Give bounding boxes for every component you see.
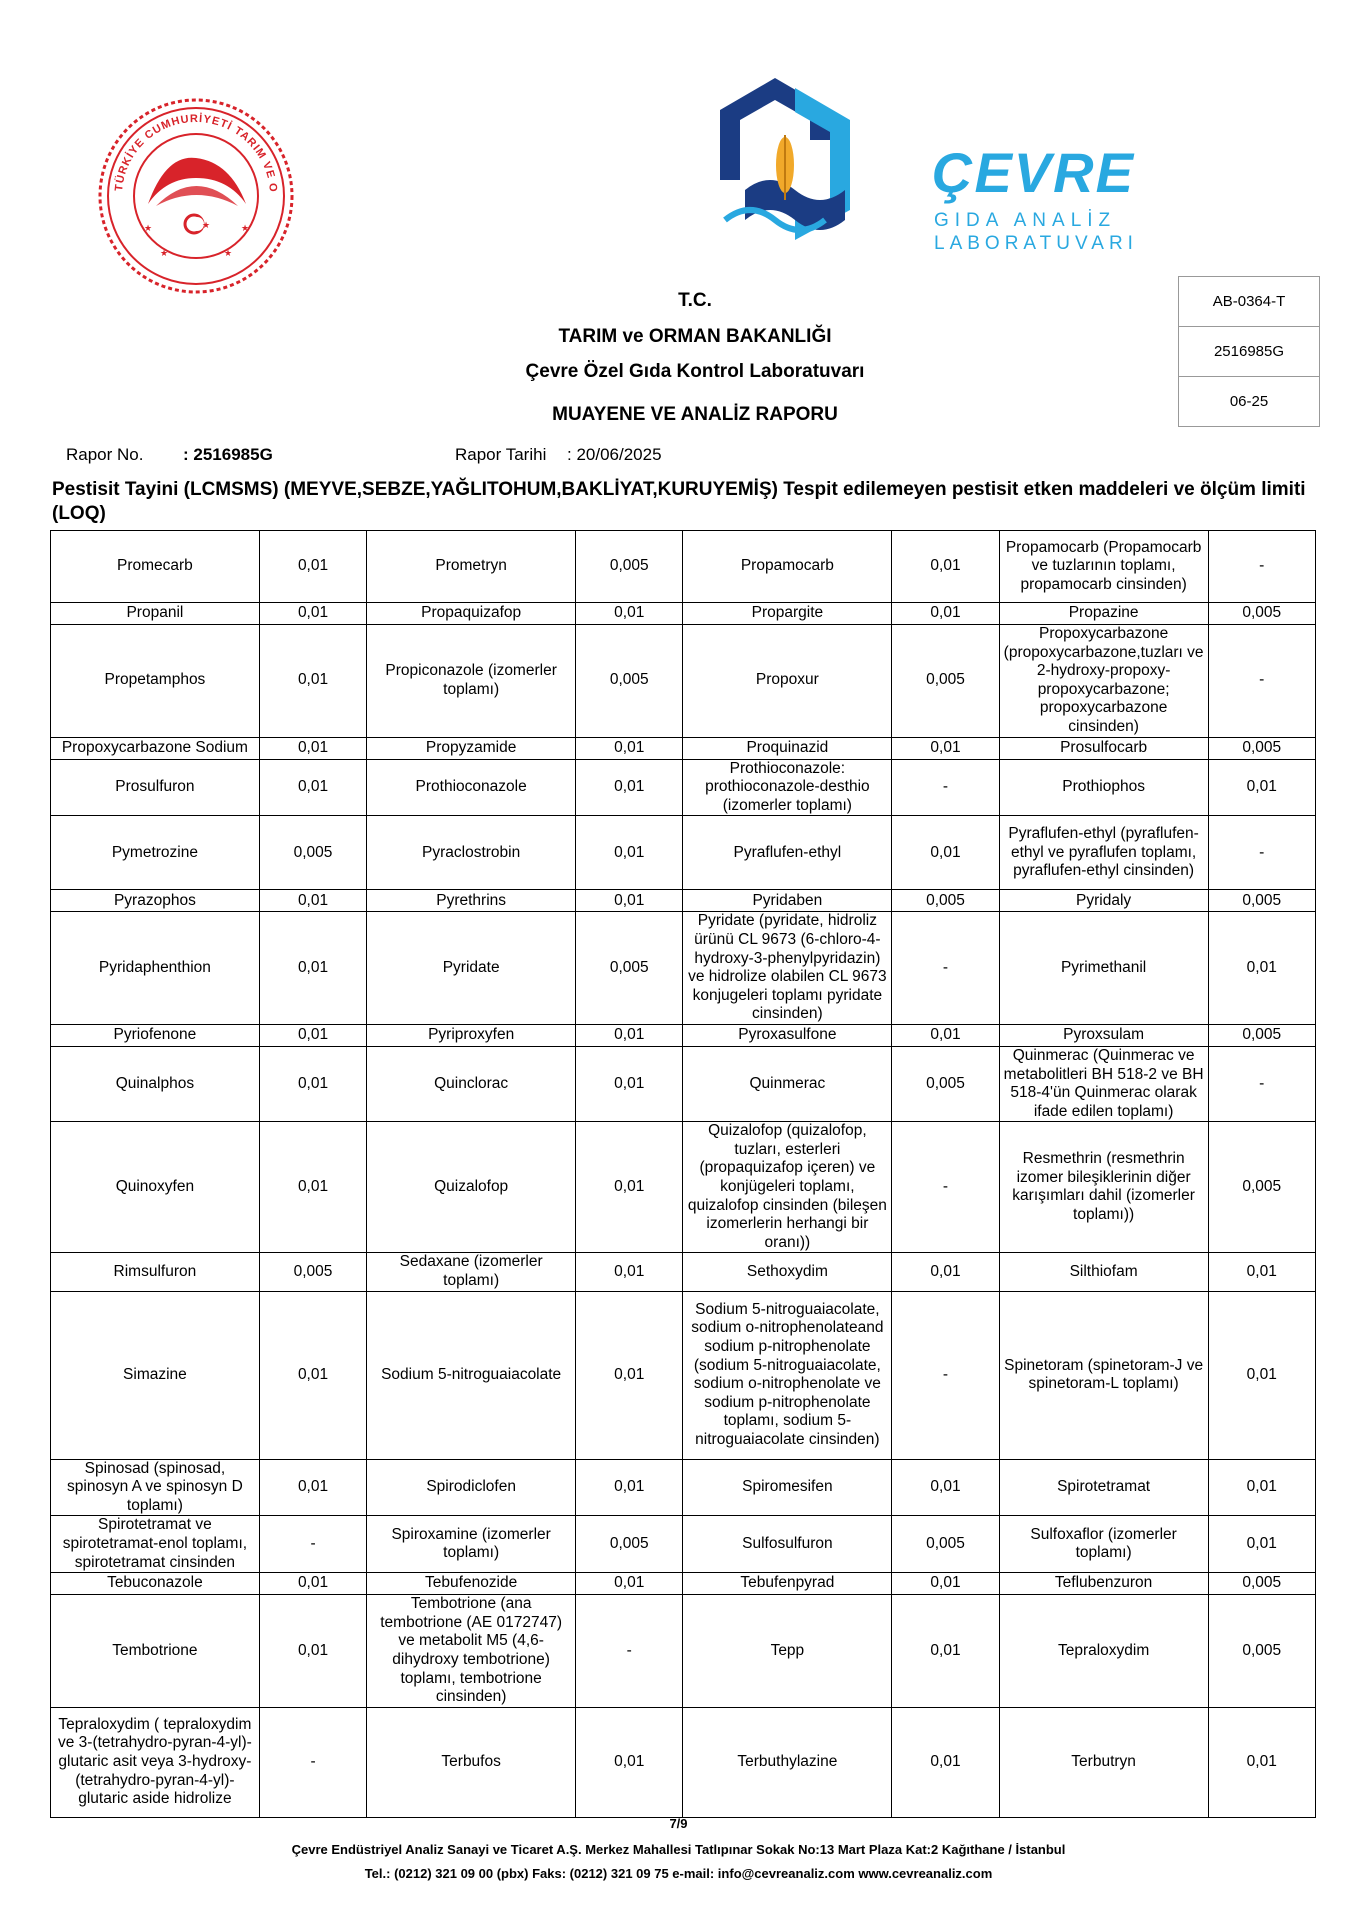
compound-name: Prothioconazole: prothioconazole-desthio (izomerler toplamı): [683, 759, 892, 816]
table-row: [51, 1516, 1316, 1573]
compound-name: Terbuthylazine: [683, 1707, 892, 1817]
loq-value: 0,01: [1208, 1291, 1315, 1459]
compound-name: Pyriofenone: [51, 1024, 260, 1046]
loq-value: 0,005: [1208, 1573, 1315, 1595]
loq-value: 0,01: [576, 816, 683, 890]
loq-value: -: [1208, 531, 1315, 603]
loq-value: 0,005: [1208, 890, 1315, 912]
compound-name: Prosulfuron: [51, 759, 260, 816]
svg-text:★: ★: [160, 248, 169, 258]
compound-name: Prosulfocarb: [999, 737, 1208, 759]
doc-report-no: 2516985G: [1179, 327, 1320, 377]
loq-value: -: [892, 759, 999, 816]
loq-value: 0,005: [892, 1516, 999, 1573]
pesticide-table: [50, 530, 1316, 1818]
report-date-label: Rapor Tarihi: [455, 445, 547, 464]
table-row: [51, 737, 1316, 759]
loq-value: 0,01: [576, 1291, 683, 1459]
loq-value: 0,005: [576, 531, 683, 603]
footer-contact: Tel.: (0212) 321 09 00 (pbx) Faks: (0212) 321 09 75 e-mail: info@cevreanaliz.com www.cevreanaliz.com: [364, 1866, 993, 1881]
loq-value: 0,005: [892, 1046, 999, 1121]
section-title: Pestisit Tayini (LCMSMS) (MEYVE,SEBZE,YAĞLITOHUM,BAKLİYAT,KURUYEMİŞ) Tespit edilemeyen pestisit etken maddeleri ve ölçüm limiti (LOQ): [52, 479, 1306, 524]
logo-line1: GIDA ANALİZ: [934, 210, 1117, 231]
compound-name: Propiconazole (izomerler toplamı): [367, 625, 576, 738]
compound-name: Propoxycarbazone (propoxycarbazone,tuzları ve 2-hydroxy-propoxy-propoxycarbazone; propoxycarbazone cinsinden): [999, 625, 1208, 738]
logo-brand: ÇEVRE: [932, 141, 1135, 204]
report-date-value: : 20/06/2025: [567, 445, 662, 464]
header-tc: T.C.: [678, 290, 712, 311]
table-row: [51, 890, 1316, 912]
compound-name: Terbutryn: [999, 1707, 1208, 1817]
loq-value: 0,01: [576, 1707, 683, 1817]
loq-value: 0,005: [1208, 737, 1315, 759]
loq-value: 0,01: [892, 531, 999, 603]
svg-text:TÜRKİYE CUMHURİYETİ TARIM VE O: TÜRKİYE CUMHURİYETİ TARIM VE O: [113, 112, 280, 194]
ministry-seal: [96, 96, 296, 296]
loq-value: 0,01: [259, 737, 366, 759]
svg-text:★: ★: [202, 220, 211, 230]
compound-name: Pyridaben: [683, 890, 892, 912]
loq-value: 0,01: [576, 1253, 683, 1291]
loq-value: 0,01: [576, 759, 683, 816]
compound-name: Pymetrozine: [51, 816, 260, 890]
loq-value: 0,01: [576, 1459, 683, 1516]
loq-value: 0,01: [576, 1024, 683, 1046]
loq-value: 0,01: [1208, 1516, 1315, 1573]
doc-code: AB-0364-T: [1179, 277, 1320, 327]
loq-value: 0,005: [576, 912, 683, 1025]
table-row: [51, 1573, 1316, 1595]
header-lab: Çevre Özel Gıda Kontrol Laboratuvarı: [525, 361, 865, 382]
svg-text:★: ★: [224, 248, 233, 258]
compound-name: Pyrethrins: [367, 890, 576, 912]
report-no-label: Rapor No.: [66, 445, 144, 464]
compound-name: Propetamphos: [51, 625, 260, 738]
loq-value: 0,01: [259, 625, 366, 738]
loq-value: 0,01: [1208, 1707, 1315, 1817]
loq-value: 0,005: [1208, 603, 1315, 625]
loq-value: -: [892, 1122, 999, 1253]
table-row: [51, 531, 1316, 603]
table-row: [51, 625, 1316, 738]
report-no-value: : 2516985G: [183, 445, 273, 464]
loq-value: 0,01: [892, 1024, 999, 1046]
compound-name: Pyroxasulfone: [683, 1024, 892, 1046]
loq-value: 0,005: [1208, 1122, 1315, 1253]
loq-value: -: [1208, 816, 1315, 890]
compound-name: Pyrimethanil: [999, 912, 1208, 1025]
compound-name: Prothiophos: [999, 759, 1208, 816]
loq-value: -: [259, 1516, 366, 1573]
page-number: 7/9: [669, 1816, 688, 1831]
compound-name: Propoxur: [683, 625, 892, 738]
loq-value: 0,01: [576, 737, 683, 759]
loq-value: 0,01: [576, 603, 683, 625]
compound-name: Spiromesifen: [683, 1459, 892, 1516]
loq-value: -: [892, 1291, 999, 1459]
compound-name: Pyridaly: [999, 890, 1208, 912]
compound-name: Tembotrione (ana tembotrione (AE 0172747) ve metabolit M5 (4,6-dihydroxy tembotrione) toplamı, tembotrione cinsinden): [367, 1595, 576, 1708]
document-code-box: [1178, 276, 1320, 427]
loq-value: 0,01: [259, 1024, 366, 1046]
compound-name: Resmethrin (resmethrin izomer bileşiklerinin diğer karışımları dahil (izomerler toplamı)): [999, 1122, 1208, 1253]
cevre-logo: [700, 70, 1138, 260]
compound-name: Tebufenpyrad: [683, 1573, 892, 1595]
table-row: [51, 1046, 1316, 1121]
compound-name: Tebufenozide: [367, 1573, 576, 1595]
compound-name: Quizalofop: [367, 1122, 576, 1253]
loq-value: 0,01: [892, 1253, 999, 1291]
compound-name: Sodium 5-nitroguaiacolate, sodium o-nitrophenolateand sodium p-nitrophenolate (sodium 5-nitroguaiacolate, sodium o-nitrophenolate ve sodium p-nitrophenolate toplamı, sodium 5-nitroguaiacolate cinsinden): [683, 1291, 892, 1459]
compound-name: Propamocarb: [683, 531, 892, 603]
table-row: [51, 603, 1316, 625]
loq-value: -: [1208, 625, 1315, 738]
report-type: MUAYENE VE ANALİZ RAPORU: [552, 404, 838, 425]
doc-revision: 06-25: [1179, 377, 1320, 427]
loq-value: 0,01: [892, 1573, 999, 1595]
header-ministry: TARIM ve ORMAN BAKANLIĞI: [558, 326, 832, 347]
loq-value: 0,005: [892, 890, 999, 912]
loq-value: 0,01: [259, 603, 366, 625]
loq-value: 0,01: [1208, 912, 1315, 1025]
loq-value: 0,01: [259, 531, 366, 603]
compound-name: Sulfoxaflor (izomerler toplamı): [999, 1516, 1208, 1573]
compound-name: Spirotetramat: [999, 1459, 1208, 1516]
loq-value: 0,01: [259, 1291, 366, 1459]
compound-name: Propoxycarbazone Sodium: [51, 737, 260, 759]
loq-value: 0,005: [892, 625, 999, 738]
loq-value: 0,01: [259, 1046, 366, 1121]
loq-value: -: [892, 912, 999, 1025]
table-row: [51, 1707, 1316, 1817]
table-row: [51, 1024, 1316, 1046]
compound-name: Pyridate (pyridate, hidroliz ürünü CL 9673 (6-chloro-4-hydroxy-3-phenylpyridazin) ve hidrolize olabilen CL 9673 konjugeleri toplamı pyridate cinsinden): [683, 912, 892, 1025]
compound-name: Tepraloxydim: [999, 1595, 1208, 1708]
footer-address: Çevre Endüstriyel Analiz Sanayi ve Ticaret A.Ş. Merkez Mahallesi Tatlıpınar Sokak No:13 Mart Plaza Kat:2 Kağıthane / İstanbul: [291, 1842, 1066, 1857]
compound-name: Pyroxsulam: [999, 1024, 1208, 1046]
compound-name: Teflubenzuron: [999, 1573, 1208, 1595]
compound-name: Prometryn: [367, 531, 576, 603]
compound-name: Proquinazid: [683, 737, 892, 759]
compound-name: Quinoxyfen: [51, 1122, 260, 1253]
loq-value: 0,01: [259, 759, 366, 816]
loq-value: 0,005: [1208, 1024, 1315, 1046]
loq-value: 0,01: [576, 1573, 683, 1595]
table-row: [51, 1253, 1316, 1291]
compound-name: Spirotetramat ve spirotetramat-enol toplamı, spirotetramat cinsinden: [51, 1516, 260, 1573]
compound-name: Sedaxane (izomerler toplamı): [367, 1253, 576, 1291]
loq-value: 0,01: [259, 1595, 366, 1708]
loq-value: 0,005: [259, 816, 366, 890]
compound-name: Propaquizafop: [367, 603, 576, 625]
compound-name: Spiroxamine (izomerler toplamı): [367, 1516, 576, 1573]
compound-name: Silthiofam: [999, 1253, 1208, 1291]
compound-name: Pyraclostrobin: [367, 816, 576, 890]
loq-value: 0,005: [576, 625, 683, 738]
loq-value: -: [259, 1707, 366, 1817]
loq-value: 0,01: [1208, 1459, 1315, 1516]
table-row: [51, 759, 1316, 816]
table-row: [51, 1291, 1316, 1459]
loq-value: -: [576, 1595, 683, 1708]
compound-name: Propanil: [51, 603, 260, 625]
compound-name: Promecarb: [51, 531, 260, 603]
compound-name: Simazine: [51, 1291, 260, 1459]
compound-name: Spinetoram (spinetoram-J ve spinetoram-L toplamı): [999, 1291, 1208, 1459]
loq-value: 0,01: [576, 1122, 683, 1253]
loq-value: 0,01: [1208, 1253, 1315, 1291]
compound-name: Rimsulfuron: [51, 1253, 260, 1291]
compound-name: Tembotrione: [51, 1595, 260, 1708]
loq-value: 0,01: [259, 912, 366, 1025]
loq-value: 0,01: [892, 1595, 999, 1708]
compound-name: Sodium 5-nitroguaiacolate: [367, 1291, 576, 1459]
compound-name: Tepraloxydim ( tepraloxydim ve 3-(tetrahydro-pyran-4-yl)-glutaric asit veya 3-hydroxy-(tetrahydro-pyran-4-yl)-glutaric aside hidrolize: [51, 1707, 260, 1817]
loq-value: 0,005: [259, 1253, 366, 1291]
loq-value: 0,01: [259, 1459, 366, 1516]
compound-name: Prothioconazole: [367, 759, 576, 816]
loq-value: 0,01: [576, 1046, 683, 1121]
compound-name: Pyraflufen-ethyl: [683, 816, 892, 890]
svg-text:★: ★: [144, 223, 153, 233]
table-row: [51, 816, 1316, 890]
loq-value: -: [1208, 1046, 1315, 1121]
compound-name: Propamocarb (Propamocarb ve tuzlarının toplamı, propamocarb cinsinden): [999, 531, 1208, 603]
logo-line2: LABORATUVARI: [934, 233, 1138, 254]
compound-name: Tebuconazole: [51, 1573, 260, 1595]
compound-name: Spirodiclofen: [367, 1459, 576, 1516]
table-row: [51, 1459, 1316, 1516]
compound-name: Quinmerac (Quinmerac ve metabolitleri BH 518-2 ve BH 518-4'ün Quinmerac olarak ifade edilen toplamı): [999, 1046, 1208, 1121]
loq-value: 0,01: [892, 1459, 999, 1516]
loq-value: 0,01: [576, 890, 683, 912]
compound-name: Pyriproxyfen: [367, 1024, 576, 1046]
compound-name: Quizalofop (quizalofop, tuzları, esterleri (propaquizafop içeren) ve konjügeleri toplamı, quizalofop cinsinden (bileşen izomerlerin herhangi bir oranı)): [683, 1122, 892, 1253]
loq-value: 0,005: [1208, 1595, 1315, 1708]
loq-value: 0,01: [259, 890, 366, 912]
loq-value: 0,01: [892, 603, 999, 625]
loq-value: 0,01: [259, 1573, 366, 1595]
compound-name: Spinosad (spinosad, spinosyn A ve spinosyn D toplamı): [51, 1459, 260, 1516]
loq-value: 0,01: [259, 1122, 366, 1253]
compound-name: Pyraflufen-ethyl (pyraflufen-ethyl ve pyraflufen toplamı, pyraflufen-ethyl cinsinden): [999, 816, 1208, 890]
compound-name: Quinmerac: [683, 1046, 892, 1121]
loq-value: 0,005: [576, 1516, 683, 1573]
compound-name: Pyridate: [367, 912, 576, 1025]
compound-name: Quinalphos: [51, 1046, 260, 1121]
compound-name: Propazine: [999, 603, 1208, 625]
compound-name: Pyrazophos: [51, 890, 260, 912]
loq-value: 0,01: [1208, 759, 1315, 816]
table-row: [51, 1595, 1316, 1708]
compound-name: Propargite: [683, 603, 892, 625]
compound-name: Sulfosulfuron: [683, 1516, 892, 1573]
compound-name: Propyzamide: [367, 737, 576, 759]
compound-name: Terbufos: [367, 1707, 576, 1817]
compound-name: Sethoxydim: [683, 1253, 892, 1291]
compound-name: Quinclorac: [367, 1046, 576, 1121]
loq-value: 0,01: [892, 1707, 999, 1817]
compound-name: Tepp: [683, 1595, 892, 1708]
table-row: [51, 1122, 1316, 1253]
compound-name: Pyridaphenthion: [51, 912, 260, 1025]
svg-text:★: ★: [241, 223, 250, 233]
table-row: [51, 912, 1316, 1025]
loq-value: 0,01: [892, 737, 999, 759]
loq-value: 0,01: [892, 816, 999, 890]
